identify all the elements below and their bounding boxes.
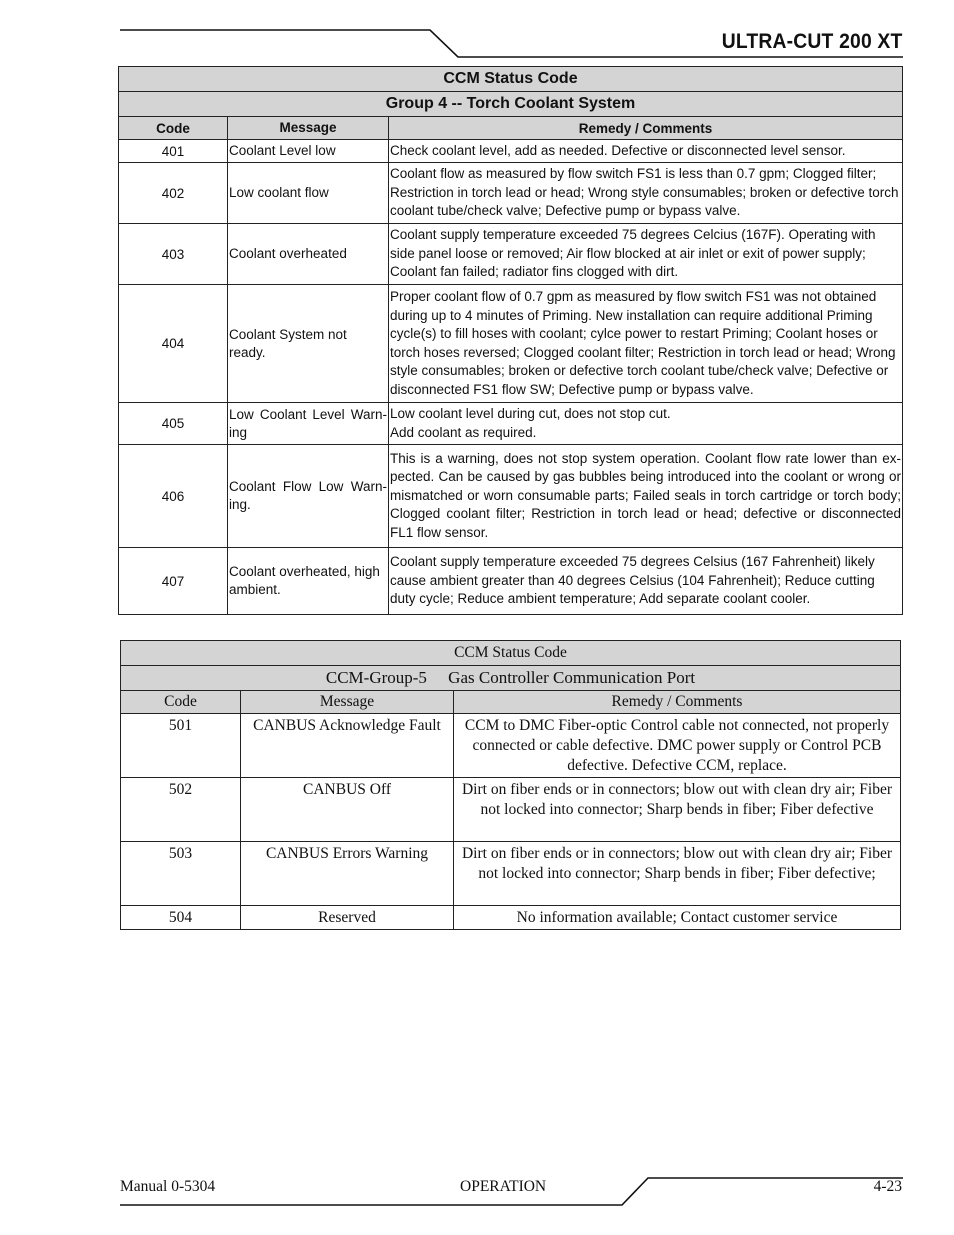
code-cell: 403 <box>119 224 228 285</box>
table-title: CCM Status Code <box>119 67 903 92</box>
message-cell: Low coolant flow <box>228 163 389 224</box>
table-row <box>121 778 901 842</box>
message-cell: CANBUS Acknowledge Fault <box>241 714 454 778</box>
table-row <box>119 163 903 224</box>
remedy-cell: Proper coolant flow of 0.7 gpm as measured by flow switch FS1 was not obtained during up to 4 minutes of Priming. New installation can require additional Priming cycle(s) to fill hoses with coolant; cylce power to restart Priming; Coolant hoses or torch hoses reversed; Clogged coolant filter; Restriction in torch lead or head; Wrong style consumables; broken or defective torch coolant tube/check valve; Defective or disconnected FS1 flow SW; Defective pump or bypass valve. <box>389 285 903 403</box>
table-row <box>119 140 903 163</box>
code-cell: 502 <box>121 778 241 842</box>
remedy-line: Low coolant level during cut, does not stop cut. <box>390 406 671 421</box>
column-header-remedy: Remedy / Comments <box>454 691 901 714</box>
table-row <box>119 403 903 445</box>
message-cell: Coolant System not ready. <box>228 285 389 403</box>
code-cell: 407 <box>119 548 228 615</box>
header-title: ULTRA-CUT 200 XT <box>721 30 902 53</box>
remedy-cell: This is a warning, does not stop system operation. Coolant flow rate lower than ex-pected. Can be caused by gas bubbles being introduced into the coolant or wrong or mismatched or worn consumable parts; Failed seals in torch cartridge or torch body; Clogged coolant filter; Restriction in torch lead or head; defective or disconnected FL1 flow sensor. <box>389 445 903 548</box>
page-number: 4-23 <box>873 1178 902 1195</box>
message-cell: Coolant Level low <box>228 140 389 163</box>
table-row <box>119 285 903 403</box>
remedy-cell <box>389 403 903 445</box>
message-cell: Reserved <box>241 906 454 930</box>
column-header-code: Code <box>119 117 228 140</box>
section-name: OPERATION <box>460 1178 547 1195</box>
message-cell: Low Coolant Level Warn-ing <box>228 403 389 445</box>
column-header-code: Code <box>121 691 241 714</box>
remedy-line: Add coolant as required. <box>390 424 537 440</box>
table-subtitle: CCM-Group-5 Gas Controller Communication Port <box>121 666 901 691</box>
table-row <box>121 842 901 906</box>
code-cell: 401 <box>119 140 228 163</box>
remedy-cell: Coolant supply temperature exceeded 75 degrees Celcius (167F). Operating with side panel loose or removed; Air flow blocked at air inlet or exit of power supply; Coolant fan failed; radiator fins clogged with dirt. <box>389 224 903 285</box>
ccm-group4-table <box>118 66 903 615</box>
message-cell: CANBUS Errors Warning <box>241 842 454 906</box>
ccm-group5-table <box>120 640 901 930</box>
remedy-cell: Coolant supply temperature exceeded 75 degrees Celsius (167 Fahrenheit) likely cause ambient greater than 40 degrees Celsius (104 Fahrenheit); Reduce cutting duty cycle; Reduce ambient temperature; Add separate coolant cooler. <box>389 548 903 615</box>
column-header-message: Message <box>241 691 454 714</box>
table-row <box>121 714 901 778</box>
code-cell: 402 <box>119 163 228 224</box>
manual-number: Manual 0-5304 <box>120 1178 216 1195</box>
code-cell: 503 <box>121 842 241 906</box>
code-cell: 404 <box>119 285 228 403</box>
remedy-cell: Check coolant level, add as needed. Defective or disconnected level sensor. <box>389 140 903 163</box>
message-cell: Coolant overheated <box>228 224 389 285</box>
table-subtitle: Group 4 -- Torch Coolant System <box>119 92 903 117</box>
table-title: CCM Status Code <box>121 641 901 666</box>
table-row <box>119 445 903 548</box>
column-header-remedy: Remedy / Comments <box>389 117 903 140</box>
table-row <box>121 906 901 930</box>
remedy-cell: Coolant flow as measured by flow switch FS1 is less than 0.7 gpm; Clogged filter; Restriction in torch lead or head; Wrong style consumables; broken or defective torch coolant tube/check valve; Defective pump or bypass valve. <box>389 163 903 224</box>
message-cell: Coolant Flow Low Warn-ing. <box>228 445 389 548</box>
table-row <box>119 224 903 285</box>
table-row <box>119 548 903 615</box>
code-cell: 406 <box>119 445 228 548</box>
remedy-cell: No information available; Contact customer service <box>454 906 901 930</box>
remedy-cell: Dirt on fiber ends or in connectors; blow out with clean dry air; Fiber not locked into connector; Sharp bends in fiber; Fiber defective <box>454 778 901 842</box>
remedy-cell: Dirt on fiber ends or in connectors; blow out with clean dry air; Fiber not locked into connector; Sharp bends in fiber; Fiber defective; <box>454 842 901 906</box>
remedy-cell: CCM to DMC Fiber-optic Control cable not connected, not properly connected or cable defective. DMC power supply or Control PCB defective. Defective CCM, replace. <box>454 714 901 778</box>
code-cell: 501 <box>121 714 241 778</box>
code-cell: 504 <box>121 906 241 930</box>
message-cell: Coolant overheated, high ambient. <box>228 548 389 615</box>
column-header-message: Message <box>228 117 389 140</box>
message-cell: CANBUS Off <box>241 778 454 842</box>
code-cell: 405 <box>119 403 228 445</box>
